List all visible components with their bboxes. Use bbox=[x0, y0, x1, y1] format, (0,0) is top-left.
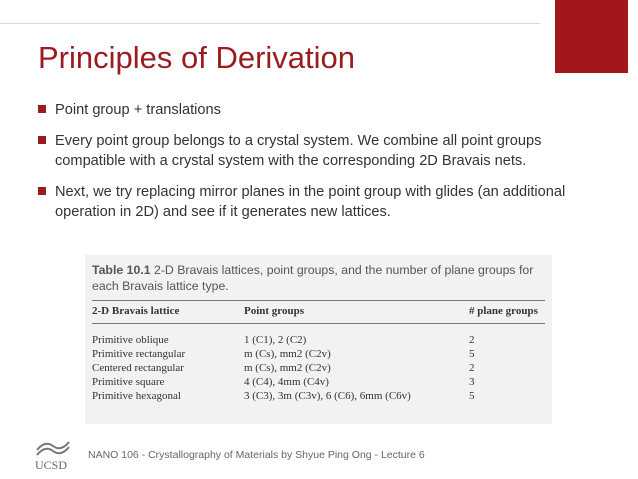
table-header-rule bbox=[92, 323, 545, 324]
table-cell-groups: 3 (C3), 3m (C3v), 6 (C6), 6mm (C6v) bbox=[244, 390, 411, 402]
accent-block bbox=[555, 0, 628, 73]
footer-text: NANO 106 - Crystallography of Materials by Shyue Ping Ong - Lecture 6 bbox=[88, 449, 425, 461]
bullet-list bbox=[38, 100, 613, 233]
table-cell-lattice: Primitive hexagonal bbox=[92, 390, 181, 402]
table-cell-lattice: Primitive oblique bbox=[92, 334, 169, 346]
table-header-count: # plane groups bbox=[469, 305, 538, 317]
table-cell-count: 2 bbox=[469, 334, 475, 346]
table-row bbox=[85, 334, 552, 348]
table-figure bbox=[85, 255, 552, 424]
bullet-item bbox=[38, 182, 613, 222]
top-divider bbox=[0, 23, 540, 24]
table-cell-lattice: Primitive square bbox=[92, 376, 165, 388]
table-cell-lattice: Primitive rectangular bbox=[92, 348, 186, 360]
table-caption-label: Table 10.1 bbox=[92, 263, 151, 277]
table-cell-count: 5 bbox=[469, 348, 475, 360]
table-caption-text: 2-D Bravais lattices, point groups, and the number of plane groups for each Bravais lattice type. bbox=[92, 263, 534, 293]
bullet-square-icon bbox=[38, 136, 46, 144]
bullet-text: Point group + translations bbox=[55, 102, 221, 118]
slide-title: Principles of Derivation bbox=[38, 40, 356, 75]
bullet-item bbox=[38, 131, 613, 171]
table-cell-lattice: Centered rectangular bbox=[92, 362, 184, 374]
table-cell-groups: m (Cs), mm2 (C2v) bbox=[244, 362, 331, 374]
table-cell-count: 2 bbox=[469, 362, 475, 374]
table-cell-count: 3 bbox=[469, 376, 475, 388]
bullet-square-icon bbox=[38, 105, 46, 113]
logo-text: UCSD bbox=[35, 458, 68, 472]
table-cell-count: 5 bbox=[469, 390, 475, 402]
table-header-lattice: 2-D Bravais lattice bbox=[92, 305, 180, 317]
table-header-groups: Point groups bbox=[244, 305, 305, 317]
table-cell-groups: 4 (C4), 4mm (C4v) bbox=[244, 376, 329, 388]
ucsd-logo-icon bbox=[33, 436, 73, 472]
bullet-text: Next, we try replacing mirror planes in the point group with glides (an additional operation in 2D) and see if it generates new lattices. bbox=[55, 184, 566, 220]
table-row bbox=[85, 348, 552, 362]
table-row bbox=[85, 390, 552, 404]
table-cell-groups: m (Cs), mm2 (C2v) bbox=[244, 348, 331, 360]
bullet-text: Every point group belongs to a crystal system. We combine all point groups compatible with a crystal system with the corresponding 2D Bravais nets. bbox=[55, 133, 542, 169]
table-row bbox=[85, 362, 552, 376]
table-top-rule bbox=[92, 300, 545, 301]
table-cell-groups: 1 (C1), 2 (C2) bbox=[244, 334, 307, 346]
bullet-item bbox=[38, 100, 613, 120]
table-row bbox=[85, 376, 552, 390]
table-caption bbox=[92, 262, 547, 294]
bullet-square-icon bbox=[38, 187, 46, 195]
